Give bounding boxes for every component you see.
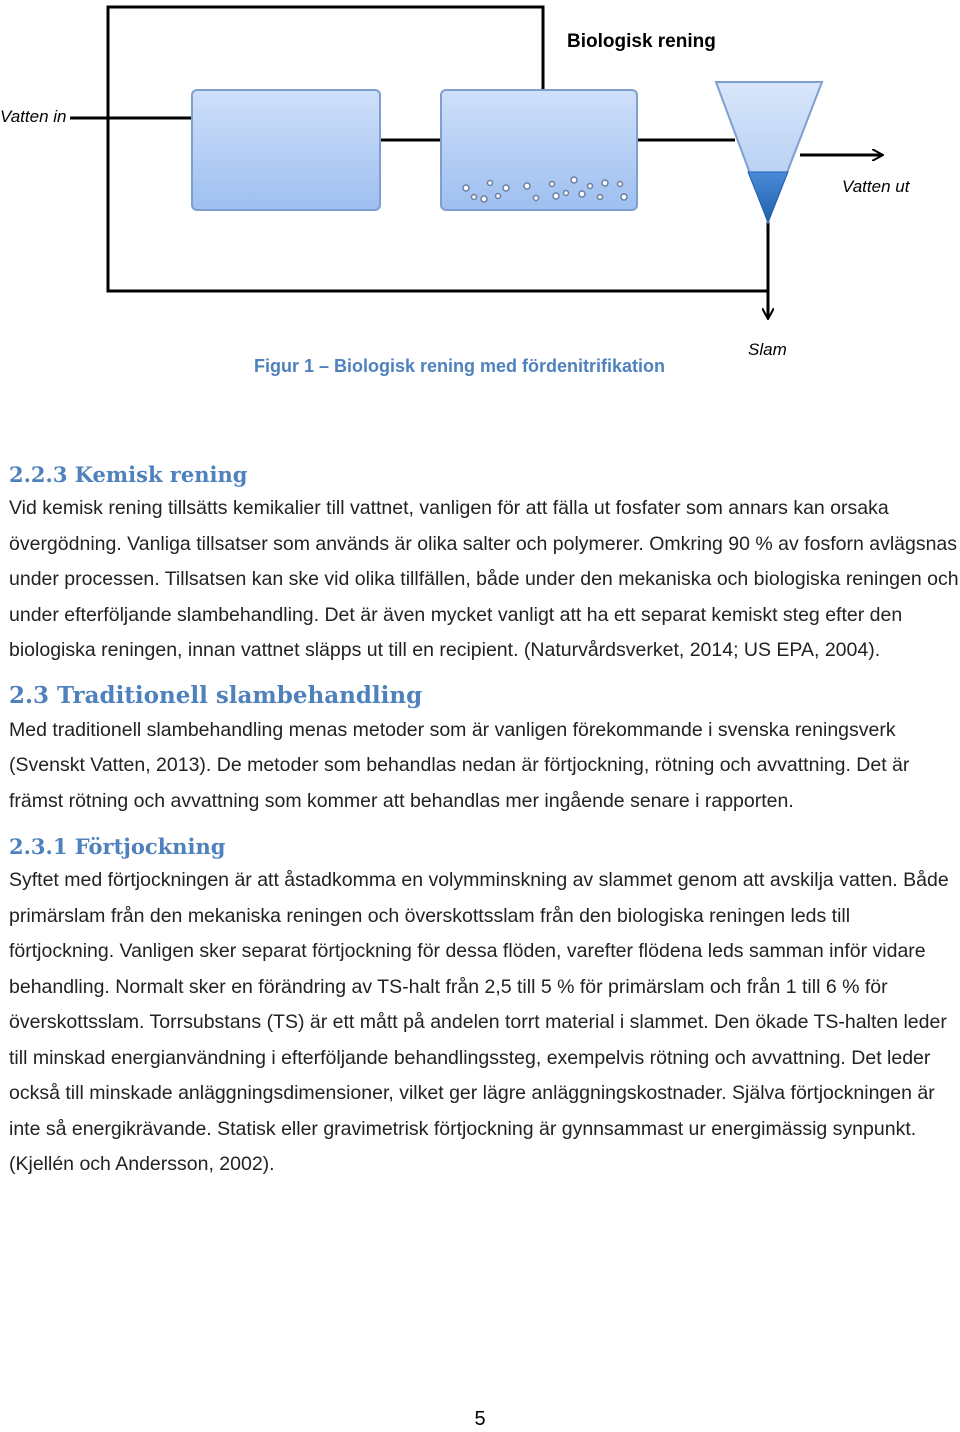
process-diagram [0, 0, 960, 400]
anoxic-tank [192, 90, 380, 210]
section-heading-kemisk-rening: 2.2.3 Kemisk rening [9, 462, 248, 487]
aerated-tank [441, 90, 637, 210]
paragraph-fortjockning: Syftet med förtjockningen är att åstadkomma en volymminskning av slammet genom att avskilja vatten. Både primärslam från den mekaniska reningen och överskottsslam från den biologiska reningen leds till förtjockning. Vanligen sker separat förtjockning för dessa flöden, varefter flödena leds samman inför vidare behandling. Normalt sker en förändring av TS-halt från 2,5 till 5 % för primärslam och från 1 till 6 % för överskottsslam. Torrsubstans (TS) är ett mått på andelen torrt material i slammet. Den ökade TS-halten leder till minskad energianvändning i efterföljande behandlingssteg, exempelvis rötning och avvattning. Det leder också till minskade anläggningsdimensioner, vilket ger lägre anläggningskostnader. Själva förtjockningen är inte så energikrävande. Statisk eller gravimetrisk förtjockning är gynnsammast ur energimässig synpunkt. (Kjellén och Andersson, 2002). [9, 869, 949, 1175]
section-heading-fortjockning: 2.3.1 Förtjockning [9, 834, 226, 859]
figure-caption: Figur 1 – Biologisk rening med fördenitrifikation [254, 356, 666, 376]
document-body [9, 459, 959, 1183]
page-number: 5 [474, 1408, 486, 1430]
paragraph-traditionell-slambehandling: Med traditionell slambehandling menas metoder som är vanligen förekommande i svenska reningsverk (Svenskt Vatten, 2013). De metoder som behandlas nedan är förtjockning, rötning och avvattning. Det är främst rötning och avvattning som kommer att behandlas mer ingående senare i rapporten. [9, 718, 910, 812]
process-flow-graphic [0, 0, 960, 400]
diagram-title: Biologisk rening [567, 31, 716, 52]
paragraph-kemisk-rening: Vid kemisk rening tillsätts kemikalier till vattnet, vanligen för att fälla ut fosfater som annars kan orsaka övergödning. Vanliga tillsatser som används är olika salter och polymerer. Omkring 90 % av fosforn avlägsnas under processen. Tillsatsen kan ske vid olika tillfällen, både under den mekaniska och biologiska reningen och under efterföljande slambehandling. Det är även mycket vanligt att ha ett separat kemiskt steg efter den biologiska reningen, innan vattnet släpps ut till en recipient. (Naturvårdsverket, 2014; US EPA, 2004). [9, 497, 959, 661]
section-heading-traditionell-slambehandling: 2.3 Traditionell slambehandling [9, 681, 423, 709]
water-out-label: Vatten ut [842, 177, 910, 196]
water-in-label: Vatten in [0, 107, 67, 126]
settled-sludge [748, 172, 788, 222]
sludge-label: Slam [748, 340, 787, 359]
